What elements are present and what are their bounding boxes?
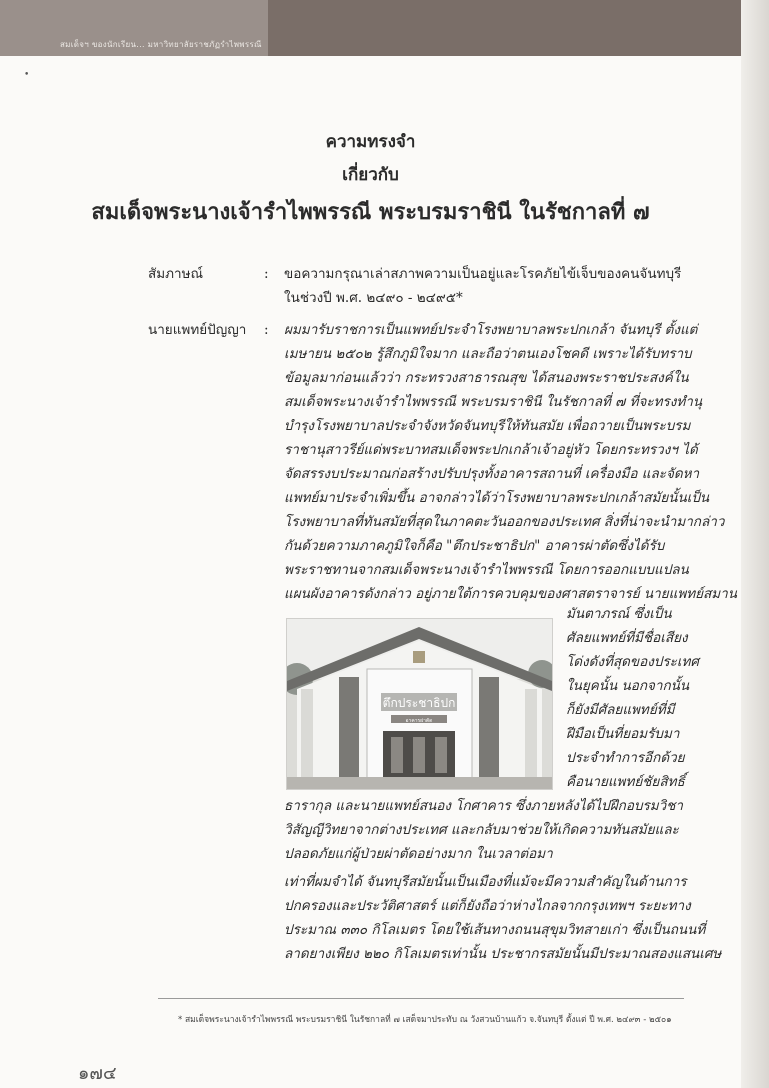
- answer-side-line: มันตาภรณ์ ซึ่งเป็น: [566, 606, 672, 622]
- running-head: สมเด็จฯ ของนักเรียน... มหาวิทยาลัยราชภัฏรำไพพรรณี: [60, 40, 262, 49]
- p2-line: เท่าที่ผมจำได้ จันทบุรีสมัยนั้นเป็นเมืองที่แม้จะมีความสำคัญในด้านการ: [284, 874, 687, 890]
- answer-line: จัดสรรงบประมาณก่อสร้างปรับปรุงทั้งอาคารสถานที่ เครื่องมือ และจัดหา: [284, 466, 700, 482]
- answer-side-line: ศัลยแพทย์ที่มีชื่อเสียง: [566, 630, 688, 646]
- answer-after-line: ธารากุล และนายแพทย์สนอง โกศาคาร ซึ่งภายหลังได้ไปฝึกอบรมวิชา: [284, 798, 683, 814]
- title-block: [0, 128, 741, 229]
- question-text: [284, 262, 708, 310]
- building-illustration: [287, 619, 552, 789]
- p2-line: ลาดยางเพียง ๒๒๐ กิโลเมตรเท่านั้น ประชากรสมัยนั้นมีประมาณสองแสนเศษ: [284, 946, 722, 962]
- page-edge: [741, 0, 769, 1088]
- title-line-3: สมเด็จพระนางเจ้ารำไพพรรณี พระบรมราชินี ในรัชกาลที่ ๗: [91, 199, 650, 225]
- answer-side-line: โด่งดังที่สุดของประเทศ: [566, 654, 699, 670]
- answer-line: ราชานุสาวรีย์แด่พระบาทสมเด็จพระปกเกล้าเจ้าอยู่หัว โดยกระทรวงฯ ได้: [284, 442, 698, 458]
- answer-line: แพทย์มาประจำเพิ่มขึ้น อาจกล่าวได้ว่าโรงพยาบาลพระปกเกล้าสมัยนั้นเป็น: [284, 490, 710, 506]
- answer-line: ผมมารับราชการเป็นแพทย์ประจำโรงพยาบาลพระปกเกล้า จันทบุรี ตั้งแต่: [284, 322, 698, 338]
- answer-line: เมษายน ๒๕๐๒ รู้สึกภูมิใจมาก และถือว่าตนเองโชคดี เพราะได้รับทราบ: [284, 346, 692, 362]
- answer-side-line: ในยุคนั้น นอกจากนั้น: [566, 678, 690, 694]
- answer-line: แผนผังอาคารดังกล่าว อยู่ภายใต้การควบคุมของศาสตราจารย์ นายแพทย์สมาน: [284, 586, 737, 602]
- answer-side-line: ฝีมือเป็นที่ยอมรับมา: [566, 726, 680, 742]
- answer-continued: [284, 794, 708, 866]
- answer-line: โรงพยาบาลที่ทันสมัยที่สุดในภาคตะวันออกของประเทศ สิ่งที่น่าจะนำมากล่าว: [284, 514, 725, 530]
- page-number: ๑๗๔: [78, 1063, 117, 1084]
- answer-colon: :: [264, 322, 269, 338]
- p2-line: ปกครองและประวัติศาสตร์ แต่ก็ยังถือว่าห่างไกลจากกรุงเทพฯ ระยะทาง: [284, 898, 691, 914]
- answer-line: พระราชทานจากสมเด็จพระนางเจ้ารำไพพรรณี โดยการออกแบบแปลน: [284, 562, 689, 578]
- title-line-1: ความทรงจำ: [325, 132, 416, 152]
- answer-side-line: คือนายแพทย์ชัยสิทธิ์: [566, 774, 685, 790]
- question-colon: :: [264, 266, 269, 282]
- answer-line: สมเด็จพระนางเจ้ารำไพพรรณี พระบรมราชินี ในรัชกาลที่ ๗ ที่จะทรงทำนุ: [284, 394, 703, 410]
- p2-line: ประมาณ ๓๓๐ กิโลเมตร โดยใช้เส้นทางถนนสุขุมวิทสายเก่า ซึ่งเป็นถนนที่: [284, 922, 706, 938]
- corner-mark: •: [24, 70, 30, 80]
- answer-paragraph: [284, 318, 737, 606]
- answer-after-line: ปลอดภัยแก่ผู้ป่วยผ่าตัดอย่างมาก ในเวลาต่อมา: [284, 846, 553, 862]
- building-photo: [286, 618, 553, 790]
- footnote: * สมเด็จพระนางเจ้ารำไพพรรณี พระบรมราชินี ในรัชกาลที่ ๗ เสด็จมาประทับ ณ วังสวนบ้านแก้ว จ.จันทบุรี ตั้งแต่ ปี พ.ศ. ๒๔๙๓ - ๒๕๐๑: [178, 1015, 672, 1025]
- question-speaker: สัมภาษณ์: [148, 266, 204, 282]
- answer-speaker: นายแพทย์ปัญญา: [148, 322, 247, 338]
- answer-line: ข้อมูลมาก่อนแล้วว่า กระทรวงสาธารณสุข ได้สนองพระราชประสงค์ใน: [284, 370, 689, 386]
- answer-side-line: ก็ยังมีศัลยแพทย์ที่มี: [566, 702, 675, 718]
- building-subsign: อาคารผ่าตัด: [405, 718, 433, 724]
- answer-after-line: วิสัญญีวิทยาจากต่างประเทศ และกลับมาช่วยให้เกิดความทันสมัยและ: [284, 822, 679, 838]
- question-line: ในช่วงปี พ.ศ. ๒๔๙๐ - ๒๔๙๕*: [284, 290, 463, 306]
- footnote-divider: [158, 998, 684, 999]
- answer-side-line: ประจำทำการอีกด้วย: [566, 750, 685, 766]
- question-line: ขอความกรุณาเล่าสภาพความเป็นอยู่และโรคภัยไข้เจ็บของคนจันทบุรี: [284, 266, 682, 282]
- answer-side-paragraph: [566, 602, 708, 794]
- answer-line: บำรุงโรงพยาบาลประจำจังหวัดจันทบุรีให้ทันสมัย เพื่อถวายเป็นพระบรม: [284, 418, 691, 434]
- building-sign: ตึกประชาธิปก: [382, 696, 456, 710]
- answer-line: กันด้วยความภาคภูมิใจก็คือ "ตึกประชาธิปก" อาคารผ่าตัดซึ่งได้รับ: [284, 538, 665, 554]
- title-line-2: เกี่ยวกับ: [342, 165, 399, 185]
- second-paragraph: [284, 870, 722, 966]
